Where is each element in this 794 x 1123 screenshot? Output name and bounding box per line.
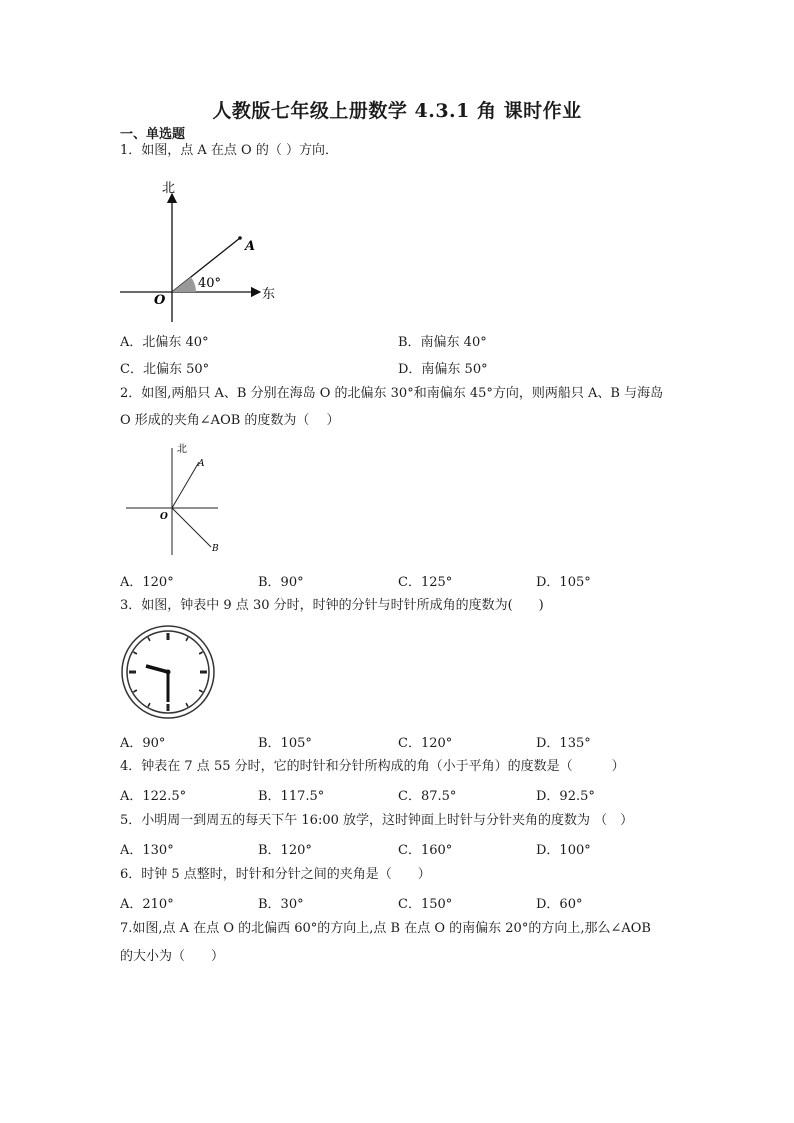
north-label: 北 [177, 444, 187, 455]
q1-option-b: B．南偏东 40° [398, 335, 487, 350]
point-a-dot [238, 236, 242, 240]
q2-option-c: C．125° [398, 575, 453, 590]
question-1-text: 1．如图，点 A 在点 O 的（ ）方向． [120, 143, 338, 158]
q5-option-b: B．120° [258, 843, 312, 858]
q6-option-c: C．150° [398, 897, 453, 912]
q4-option-a: A．122.5° [120, 789, 187, 804]
question-2-figure [120, 438, 230, 560]
section-heading: 一、单选题 [120, 127, 186, 142]
q4-option-b: B．117.5° [258, 789, 325, 804]
q5-option-d: D．100° [536, 843, 591, 858]
origin-label: O [154, 293, 166, 308]
q2-option-a: A．120° [120, 575, 174, 590]
q3-option-c: C．120° [398, 736, 453, 751]
clock-center [166, 670, 171, 675]
point-b-label: B [212, 544, 219, 554]
point-a-label: A [245, 239, 256, 254]
question-5-text: 5．小明周一到周五的每天下午 16:00 放学，这时钟面上时针与分针夹角的度数为 （ ） [120, 813, 634, 828]
q2-option-d: D．105° [536, 575, 591, 590]
q5-option-a: A．130° [120, 843, 174, 858]
ray-oa [172, 462, 199, 508]
question-4-text: 4．钟表在 7 点 55 分时，它的时针和分针所构成的角（小于平角）的度数是（ ） [120, 759, 625, 774]
question-6-text: 6．时钟 5 点整时，时针和分针之间的夹角是（ ） [120, 867, 431, 882]
q6-option-b: B．30° [258, 897, 304, 912]
question-1-figure [110, 172, 290, 322]
q1-option-d: D．南偏东 50° [398, 362, 488, 377]
q3-option-a: A．90° [120, 736, 166, 751]
origin-label: O [160, 512, 168, 522]
north-label: 北 [162, 181, 176, 196]
q2-option-b: B．90° [258, 575, 304, 590]
angle-label: 40° [198, 276, 222, 291]
q6-option-d: D．60° [536, 897, 583, 912]
ray-ob [172, 508, 211, 547]
question-2-text-line2: O 形成的夹角∠AOB 的度数为（ ） [120, 413, 340, 428]
point-a-label: A [198, 459, 205, 469]
q4-option-d: D．92.5° [536, 789, 595, 804]
q6-option-a: A．210° [120, 897, 174, 912]
question-3-clock [120, 624, 218, 720]
q4-option-c: C．87.5° [398, 789, 457, 804]
question-2-text-line1: 2．如图,两船只 A、B 分别在海岛 O 的北偏东 30°和南偏东 45°方向，则两船只 A、B 与海岛 [120, 386, 664, 401]
question-3-text: 3．如图，钟表中 9 点 30 分时，时钟的分针与时针所成角的度数为( ) [120, 598, 544, 613]
question-7-text-line1: 7.如图,点 A 在点 O 的北偏西 60°的方向上,点 B 在点 O 的南偏东 20°的方向上,那么∠AOB [120, 921, 651, 936]
angle-sector [172, 277, 196, 292]
east-label: 东 [262, 287, 276, 302]
q1-option-c: C．北偏东 50° [120, 362, 210, 377]
q3-option-d: D．135° [536, 736, 591, 751]
q3-option-b: B．105° [258, 736, 312, 751]
question-7-text-line2: 的大小为（ ） [120, 949, 225, 964]
q5-option-c: C．160° [398, 843, 453, 858]
q1-option-a: A．北偏东 40° [120, 335, 209, 350]
page-title: 人教版七年级上册数学 4.3.1 角 课时作业 [212, 100, 582, 122]
